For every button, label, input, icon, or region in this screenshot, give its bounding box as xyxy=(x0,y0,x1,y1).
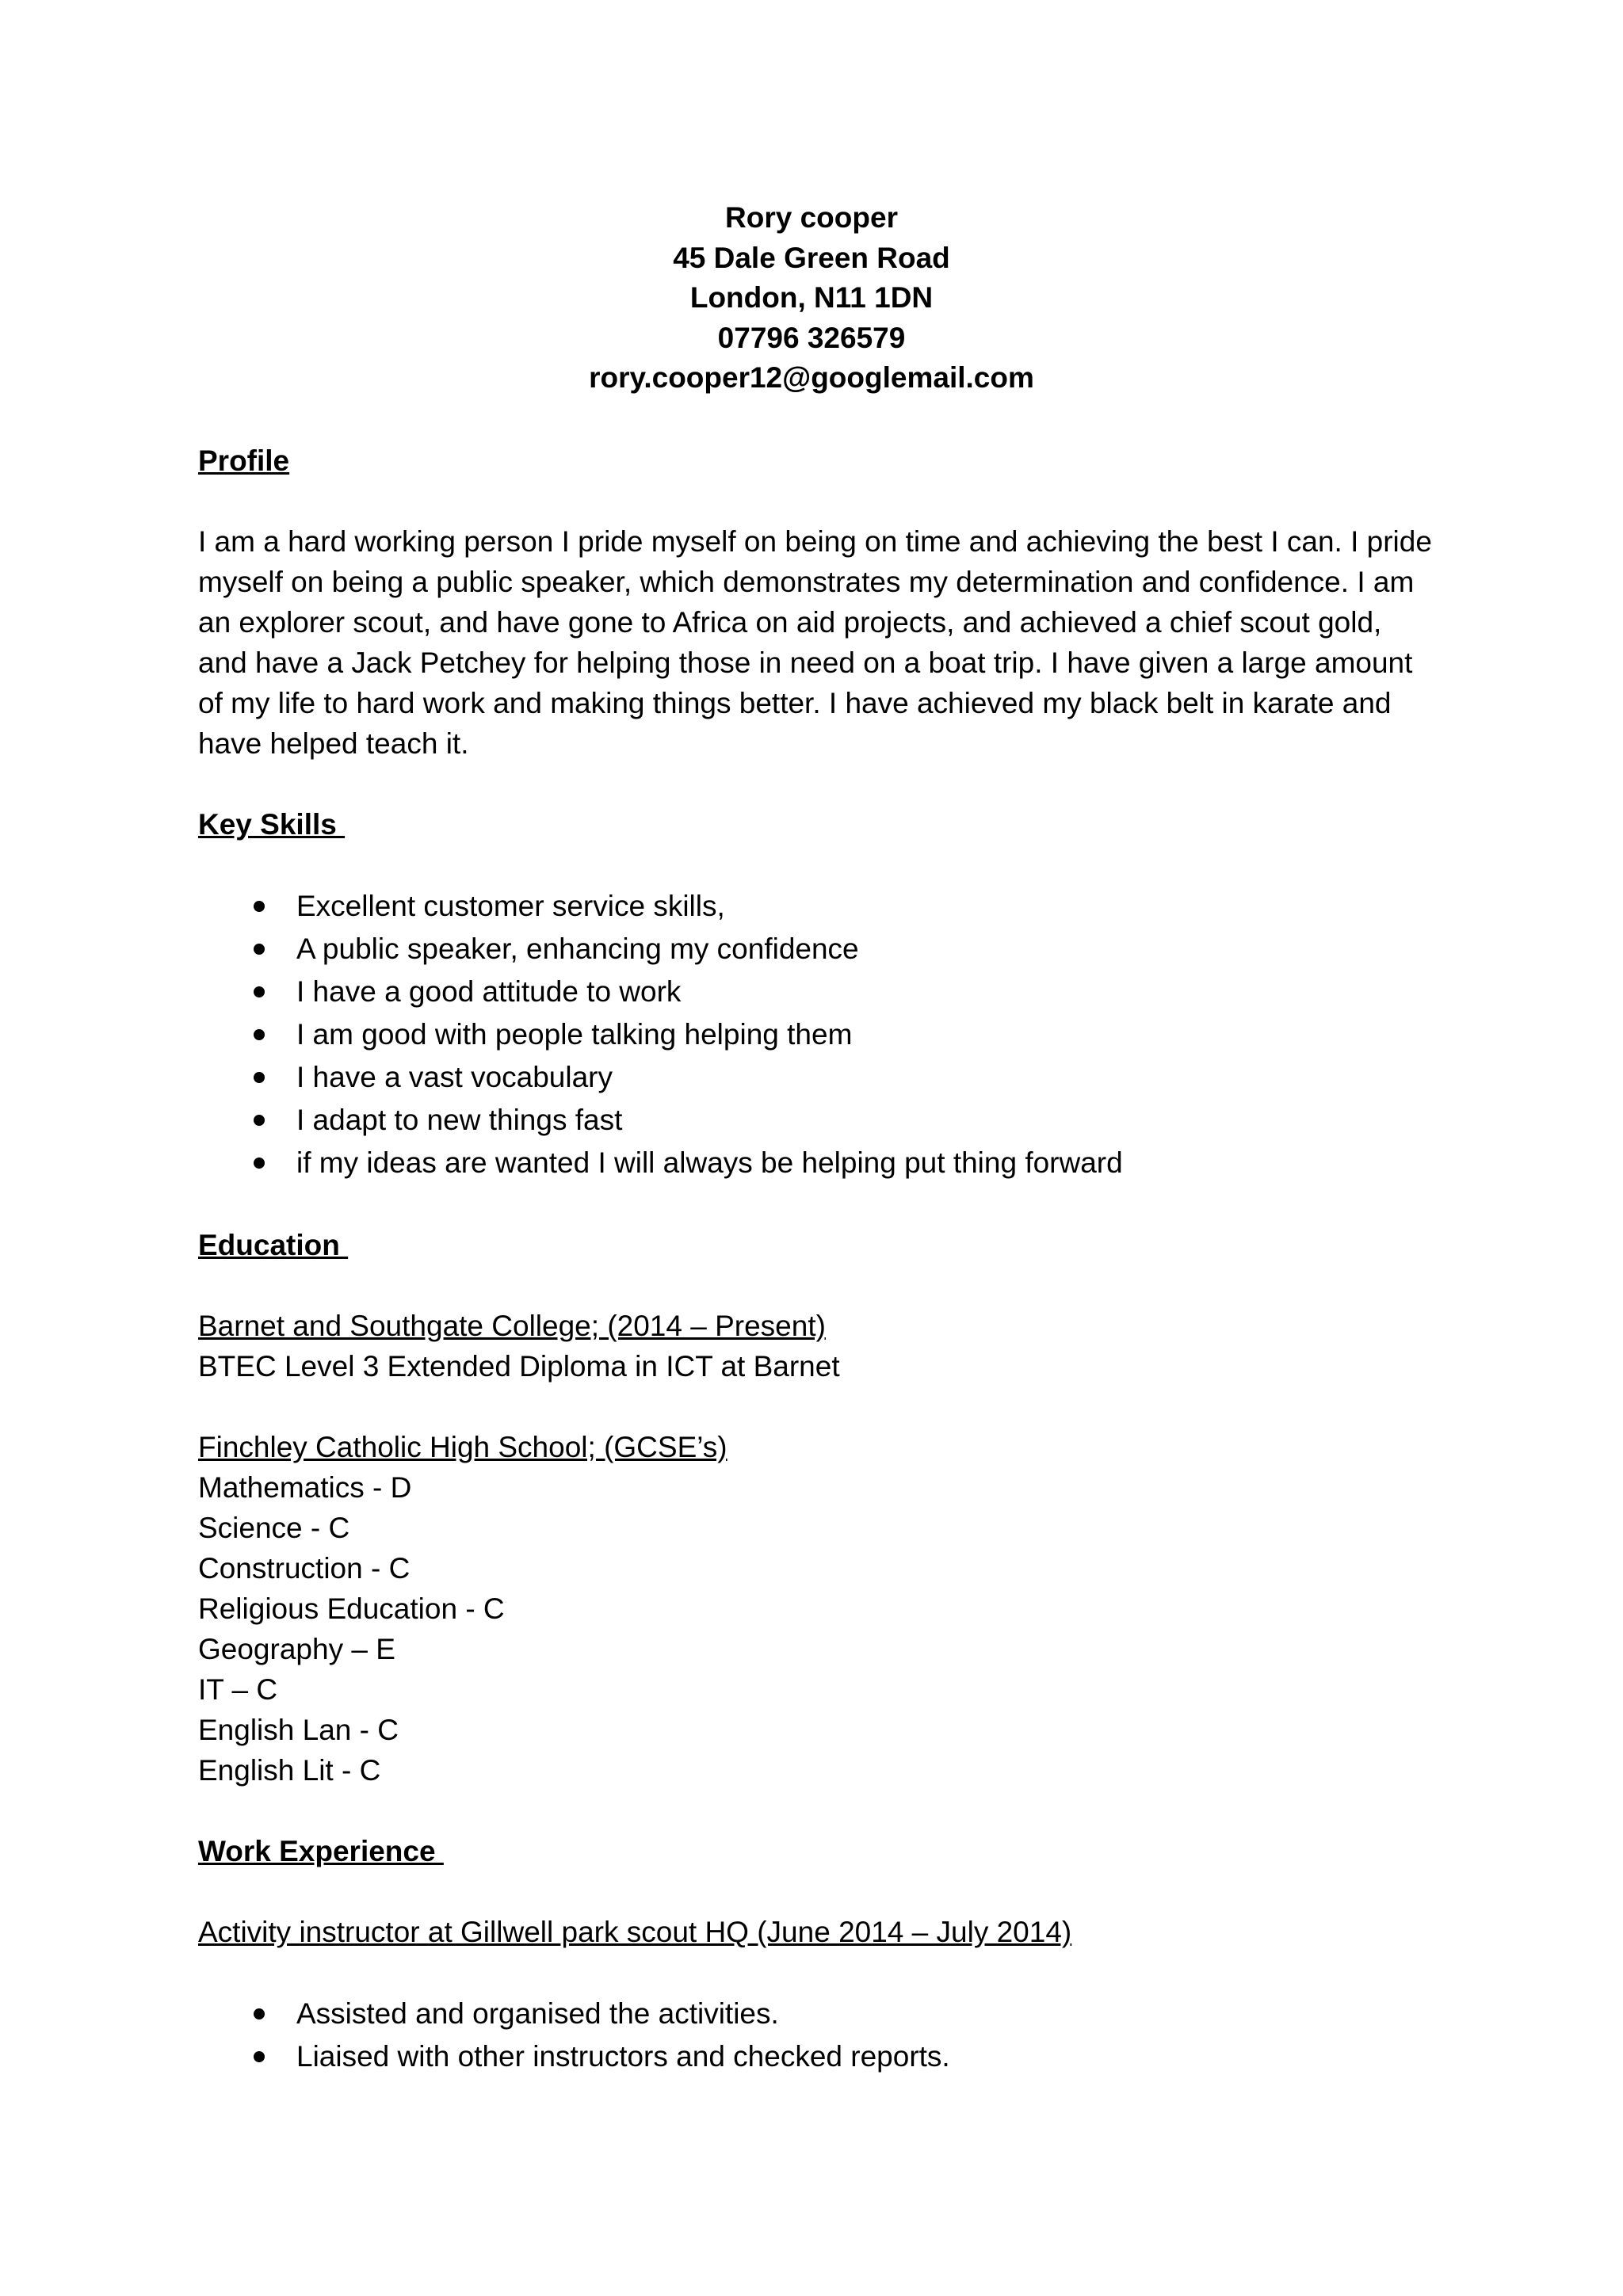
list-item: if my ideas are wanted I will always be helping put thing forward xyxy=(198,1142,1434,1184)
list-item: A public speaker, enhancing my confidence xyxy=(198,928,1434,971)
candidate-name: Rory cooper xyxy=(725,201,898,234)
list-item: I adapt to new things fast xyxy=(198,1099,1434,1142)
work-experience-heading: Work Experience xyxy=(198,1835,444,1867)
list-item: Liaised with other instructors and checked reports. xyxy=(198,2035,1434,2078)
email-address: rory.cooper12@googlemail.com xyxy=(589,361,1034,394)
list-item: I am good with people talking helping them xyxy=(198,1013,1434,1056)
job-title: Activity instructor at Gillwell park scout HQ (June 2014 – July 2014) xyxy=(198,1916,1072,1948)
profile-heading: Profile xyxy=(198,444,290,477)
gcse-grade: English Lit - C xyxy=(198,1754,381,1787)
bullet-icon xyxy=(254,1029,265,1040)
gcse-grade: English Lan - C xyxy=(198,1714,399,1746)
key-skills-heading: Key Skills xyxy=(198,808,346,841)
college-detail: BTEC Level 3 Extended Diploma in ICT at Barnet xyxy=(198,1350,840,1383)
gcse-grade: Religious Education - C xyxy=(198,1592,505,1625)
gcse-grade: Geography – E xyxy=(198,1633,395,1665)
bullet-icon xyxy=(254,901,265,912)
gcse-grade: Science - C xyxy=(198,1512,350,1544)
list-item: Excellent customer service skills, xyxy=(198,885,1434,928)
bullet-icon xyxy=(254,944,265,955)
work-duties-list xyxy=(198,1993,1434,2078)
contact-header xyxy=(0,198,1623,399)
phone-number: 07796 326579 xyxy=(717,321,906,354)
address-line-1: 45 Dale Green Road xyxy=(673,241,950,274)
college-title: Barnet and Southgate College; (2014 – Present) xyxy=(198,1310,826,1342)
bullet-icon xyxy=(254,986,265,997)
bullet-icon xyxy=(254,2008,265,2019)
education-heading: Education xyxy=(198,1229,349,1261)
bullet-icon xyxy=(254,1072,265,1083)
cv-body xyxy=(198,441,1434,2078)
gcse-grade: Mathematics - D xyxy=(198,1471,412,1504)
address-line-2: London, N11 1DN xyxy=(689,281,934,314)
list-item: I have a vast vocabulary xyxy=(198,1056,1434,1099)
bullet-icon xyxy=(254,1158,265,1169)
bullet-icon xyxy=(254,2051,265,2062)
school-title: Finchley Catholic High School; (GCSE’s) xyxy=(198,1431,727,1463)
key-skills-list xyxy=(198,885,1434,1184)
list-item: I have a good attitude to work xyxy=(198,971,1434,1013)
profile-text: I am a hard working person I pride myself on being on time and achieving the best I can. I pride myself on being a public speaker, which demonstrates my determination and confidence. I am an explorer scout, and have gone to Africa on aid projects, and achieved a chief scout gold, and have a Jack Petchey for helping those in need on a boat trip. I have given a large amount of my life to hard work and making things better. I have achieved my black belt in karate and have helped teach it. xyxy=(198,525,1432,760)
gcse-grade: IT – C xyxy=(198,1673,278,1706)
list-item: Assisted and organised the activities. xyxy=(198,1993,1434,2035)
gcse-grade: Construction - C xyxy=(198,1552,411,1585)
bullet-icon xyxy=(254,1115,265,1126)
